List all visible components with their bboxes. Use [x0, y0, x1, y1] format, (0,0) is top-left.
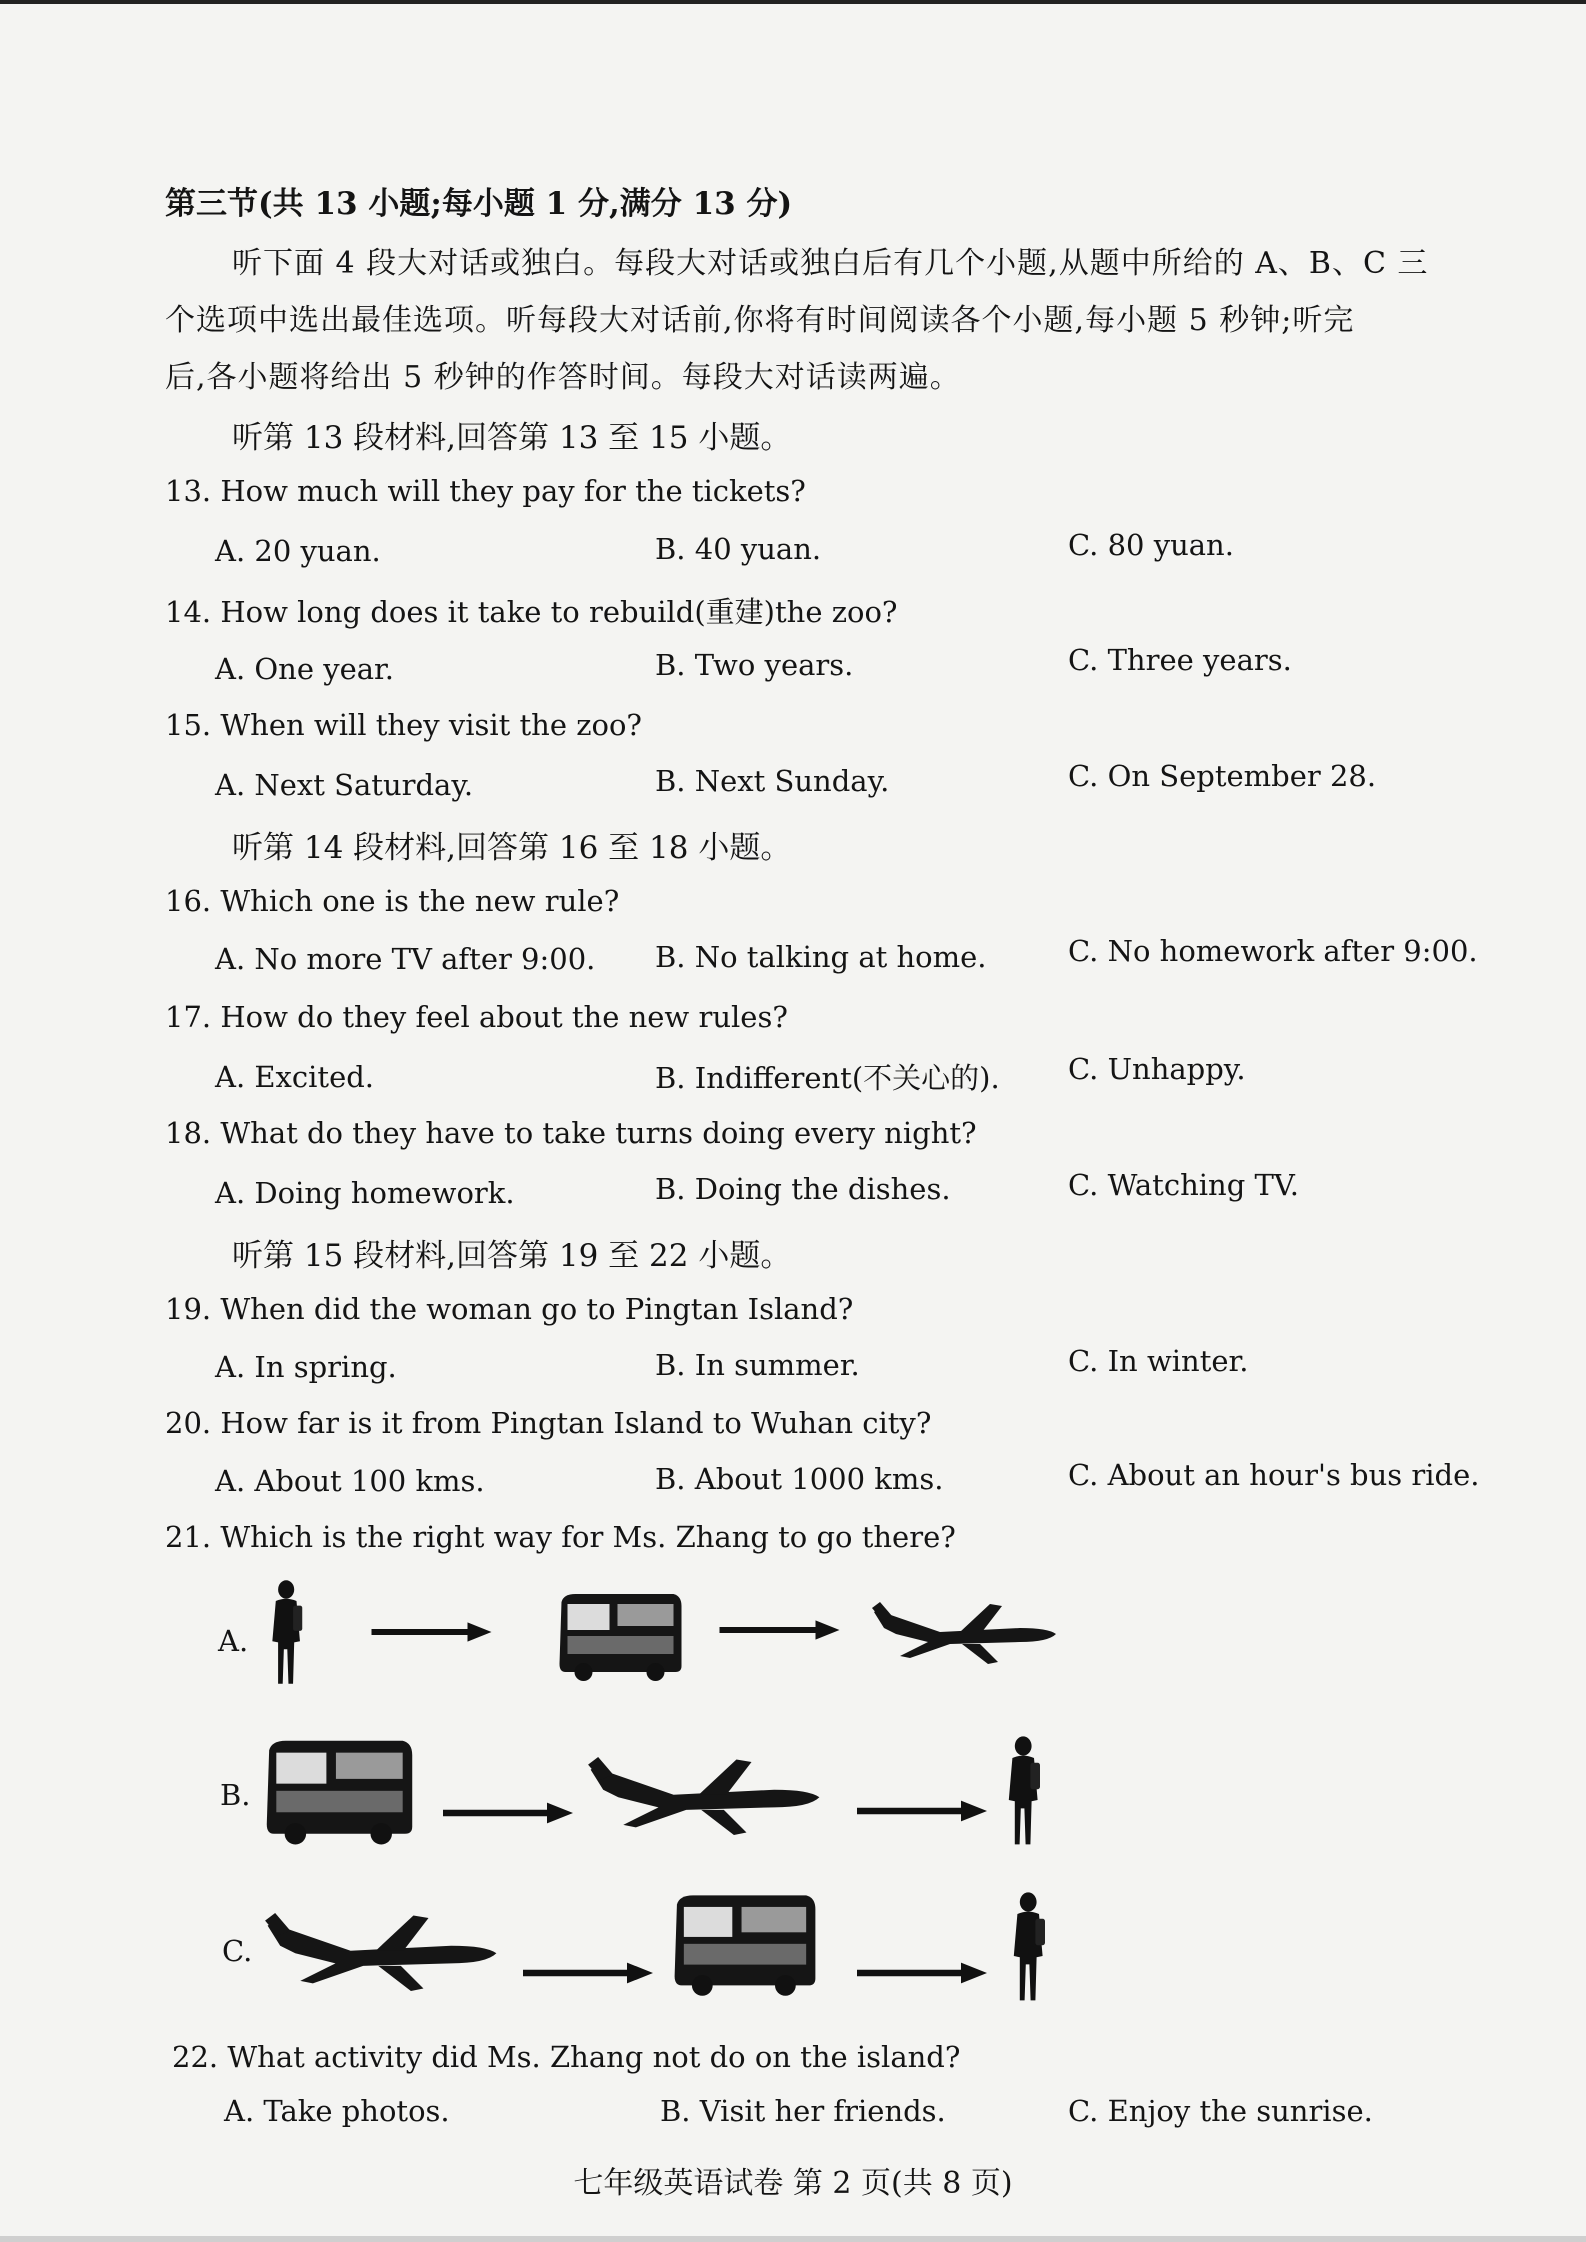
q20-option-c: C. About an hour's bus ride.	[1068, 1458, 1480, 1492]
q17-option-c: C. Unhappy.	[1068, 1052, 1246, 1086]
person-icon	[998, 1734, 1046, 1854]
section-title: 第三节(共 13 小题;每小题 1 分,满分 13 分)	[165, 186, 793, 222]
q19-option-b: B. In summer.	[655, 1348, 860, 1382]
q16-option-c: C. No homework after 9:00.	[1068, 934, 1478, 968]
q21-row-c-label: C.	[222, 1934, 253, 1968]
group-heading-13: 听第 13 段材料,回答第 13 至 15 小题。	[232, 420, 792, 456]
page-footer: 七年级英语试卷 第 2 页(共 8 页)	[573, 2166, 1013, 2201]
bus-icon	[262, 1738, 417, 1846]
instructions-line-2: 个选项中选出最佳选项。听每段大对话前,你将有时间阅读各个小题,每小题 5 秒钟;听完	[165, 303, 1355, 338]
question-21: 21. Which is the right way for Ms. Zhang to go there?	[165, 1520, 956, 1554]
bus-icon	[553, 1592, 688, 1682]
plane-icon	[585, 1752, 825, 1840]
q14-option-c: C. Three years.	[1068, 643, 1292, 677]
instructions-line-1: 听下面 4 段大对话或独白。每段大对话或独白后有几个小题,从题中所给的 A、B、C 三	[232, 246, 1429, 281]
bus-icon	[670, 1890, 820, 2000]
instructions-line-3: 后,各小题将给出 5 秒钟的作答时间。每段大对话读两遍。	[165, 360, 961, 395]
question-18: 18. What do they have to take turns doing every night?	[165, 1116, 977, 1150]
q21-row-a-label: A.	[218, 1624, 249, 1658]
arrow-icon	[438, 1800, 578, 1826]
q21-row-b-label: B.	[220, 1778, 251, 1812]
q15-option-c: C. On September 28.	[1068, 759, 1377, 793]
person-icon	[1003, 1890, 1051, 2010]
arrow-icon	[852, 1798, 992, 1824]
question-22: 22. What activity did Ms. Zhang not do on the island?	[172, 2040, 961, 2074]
plane-icon	[262, 1908, 502, 1996]
q15-option-a: A. Next Saturday.	[215, 768, 474, 802]
scan-bottom-edge	[0, 2236, 1586, 2242]
person-icon	[262, 1578, 308, 1693]
q22-option-b: B. Visit her friends.	[660, 2094, 946, 2128]
group-heading-14: 听第 14 段材料,回答第 16 至 18 小题。	[232, 830, 792, 866]
question-15: 15. When will they visit the zoo?	[165, 708, 642, 742]
arrow-icon	[364, 1620, 499, 1644]
q16-option-b: B. No talking at home.	[655, 940, 987, 974]
q22-option-a: A. Take photos.	[224, 2094, 450, 2128]
q20-option-b: B. About 1000 kms.	[655, 1462, 944, 1496]
question-16: 16. Which one is the new rule?	[165, 884, 620, 918]
plane-icon	[870, 1598, 1060, 1668]
q18-option-a: A. Doing homework.	[215, 1176, 515, 1210]
q13-option-a: A. 20 yuan.	[215, 534, 381, 568]
arrow-icon	[852, 1960, 992, 1986]
q18-option-c: C. Watching TV.	[1068, 1168, 1299, 1202]
q19-option-a: A. In spring.	[215, 1350, 397, 1384]
q18-option-b: B. Doing the dishes.	[655, 1172, 951, 1206]
q22-option-c: C. Enjoy the sunrise.	[1068, 2094, 1373, 2128]
arrow-icon	[518, 1960, 658, 1986]
q19-option-c: C. In winter.	[1068, 1344, 1249, 1378]
scan-top-edge	[0, 0, 1586, 4]
q15-option-b: B. Next Sunday.	[655, 764, 890, 798]
question-20: 20. How far is it from Pingtan Island to Wuhan city?	[165, 1406, 932, 1440]
question-13: 13. How much will they pay for the tickets?	[165, 474, 806, 508]
arrow-icon	[712, 1618, 847, 1642]
q14-option-a: A. One year.	[215, 652, 394, 686]
group-heading-15: 听第 15 段材料,回答第 19 至 22 小题。	[232, 1238, 792, 1274]
q17-option-a: A. Excited.	[215, 1060, 375, 1094]
question-19: 19. When did the woman go to Pingtan Island?	[165, 1292, 854, 1326]
q20-option-a: A. About 100 kms.	[215, 1464, 485, 1498]
q13-option-c: C. 80 yuan.	[1068, 528, 1234, 562]
question-14: 14. How long does it take to rebuild(重建)the zoo?	[165, 595, 898, 629]
q13-option-b: B. 40 yuan.	[655, 532, 822, 566]
q14-option-b: B. Two years.	[655, 648, 854, 682]
question-17: 17. How do they feel about the new rules?	[165, 1000, 788, 1034]
q17-option-b: B. Indifferent(不关心的).	[655, 1061, 1000, 1095]
q16-option-a: A. No more TV after 9:00.	[215, 942, 596, 976]
